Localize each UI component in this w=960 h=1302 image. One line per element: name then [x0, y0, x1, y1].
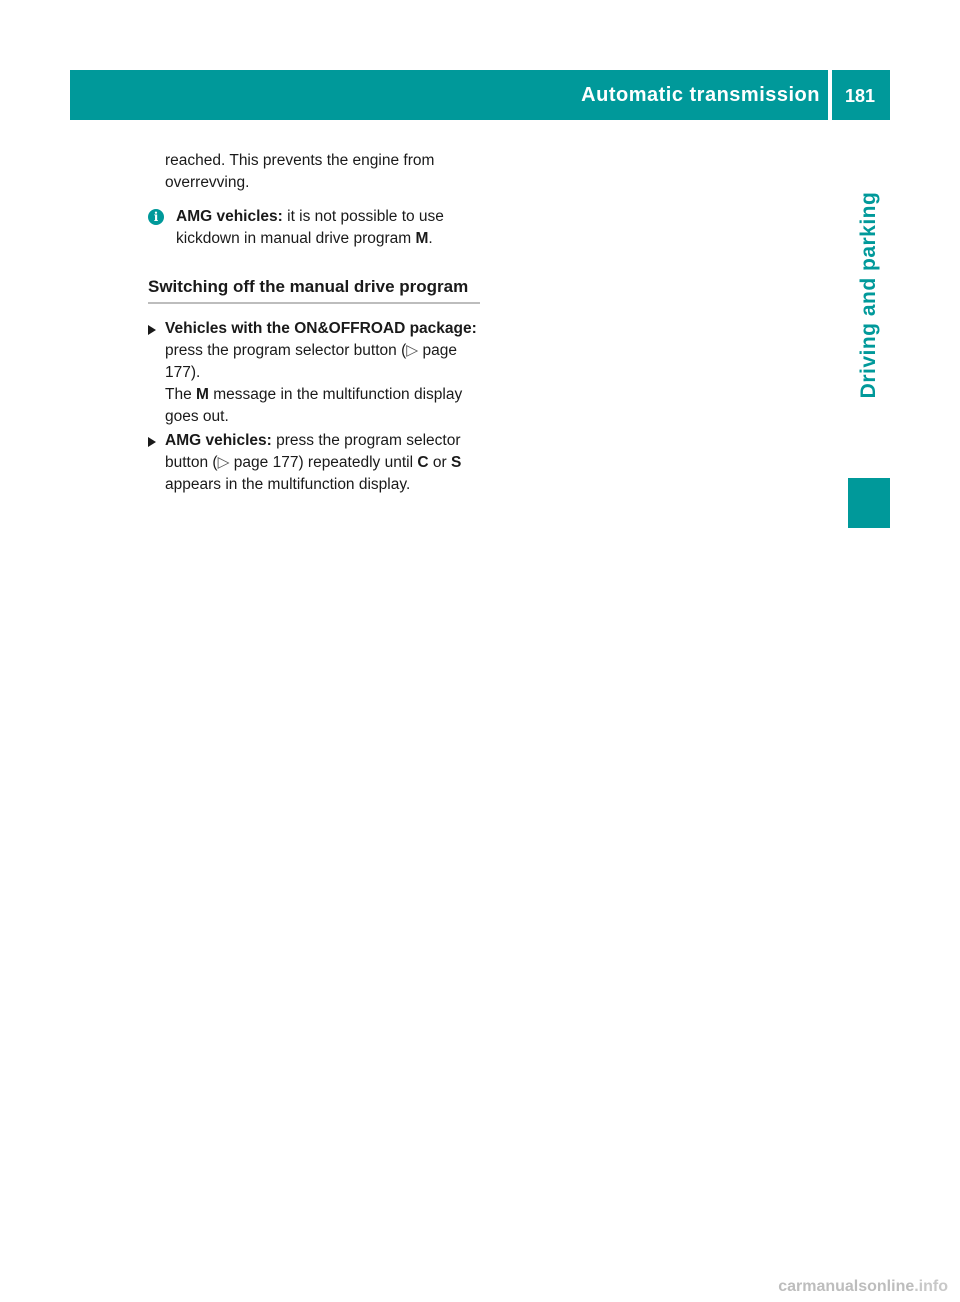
step-text [165, 430, 480, 496]
page-number: 181 [844, 86, 876, 106]
step-list [148, 318, 480, 496]
step-body: press the program selector button ( [165, 432, 461, 471]
xref-arrow-icon: ▷ [406, 342, 419, 359]
step-result-end: message in the multifunction display goes out. [165, 386, 463, 425]
mode-m: M [196, 386, 209, 403]
footer-watermark [778, 1278, 948, 1296]
step-text [165, 318, 480, 384]
header-divider [828, 70, 832, 120]
step-body: press the program selector button ( [165, 342, 407, 359]
side-tab-marker [848, 478, 890, 528]
main-content [148, 150, 480, 498]
step-arrow-icon [148, 325, 156, 335]
mode-s: S [450, 454, 462, 471]
mode-m: M [415, 230, 429, 247]
info-note-end: . [428, 230, 433, 247]
page-title: Automatic transmission [581, 84, 820, 106]
step-item [148, 318, 480, 428]
page-reference[interactable]: page 177). [165, 342, 457, 381]
step-body-end: appears in the multifunction display. [165, 476, 411, 493]
info-icon: i [148, 209, 164, 225]
page-reference[interactable]: page 177) repeatedly until [229, 454, 418, 471]
step-item [148, 430, 480, 496]
footer-site: carmanualsonline [778, 1278, 915, 1295]
step-label: AMG vehicles: [165, 432, 272, 449]
mode-c: C [417, 454, 429, 471]
section-heading: Switching off the manual drive program [148, 276, 480, 304]
step-arrow-icon [148, 437, 156, 447]
xref-arrow-icon: ▷ [217, 454, 230, 471]
continued-paragraph: reached. This prevents the engine from overrevving. [165, 152, 435, 191]
step-result [165, 384, 480, 428]
info-note [148, 206, 480, 250]
footer-domain: .info [914, 1278, 948, 1295]
step-result-start: The [165, 386, 197, 403]
step-or: or [428, 454, 451, 471]
side-tab-label: Driving and parking [857, 191, 880, 399]
side-tab [848, 120, 890, 470]
info-note-text [176, 206, 480, 250]
step-label: Vehicles with the ON&OFFROAD package: [165, 320, 477, 337]
info-note-label: AMG vehicles: [176, 208, 283, 225]
info-note-body: it is not possible to use kickdown in manual drive program [176, 208, 444, 247]
